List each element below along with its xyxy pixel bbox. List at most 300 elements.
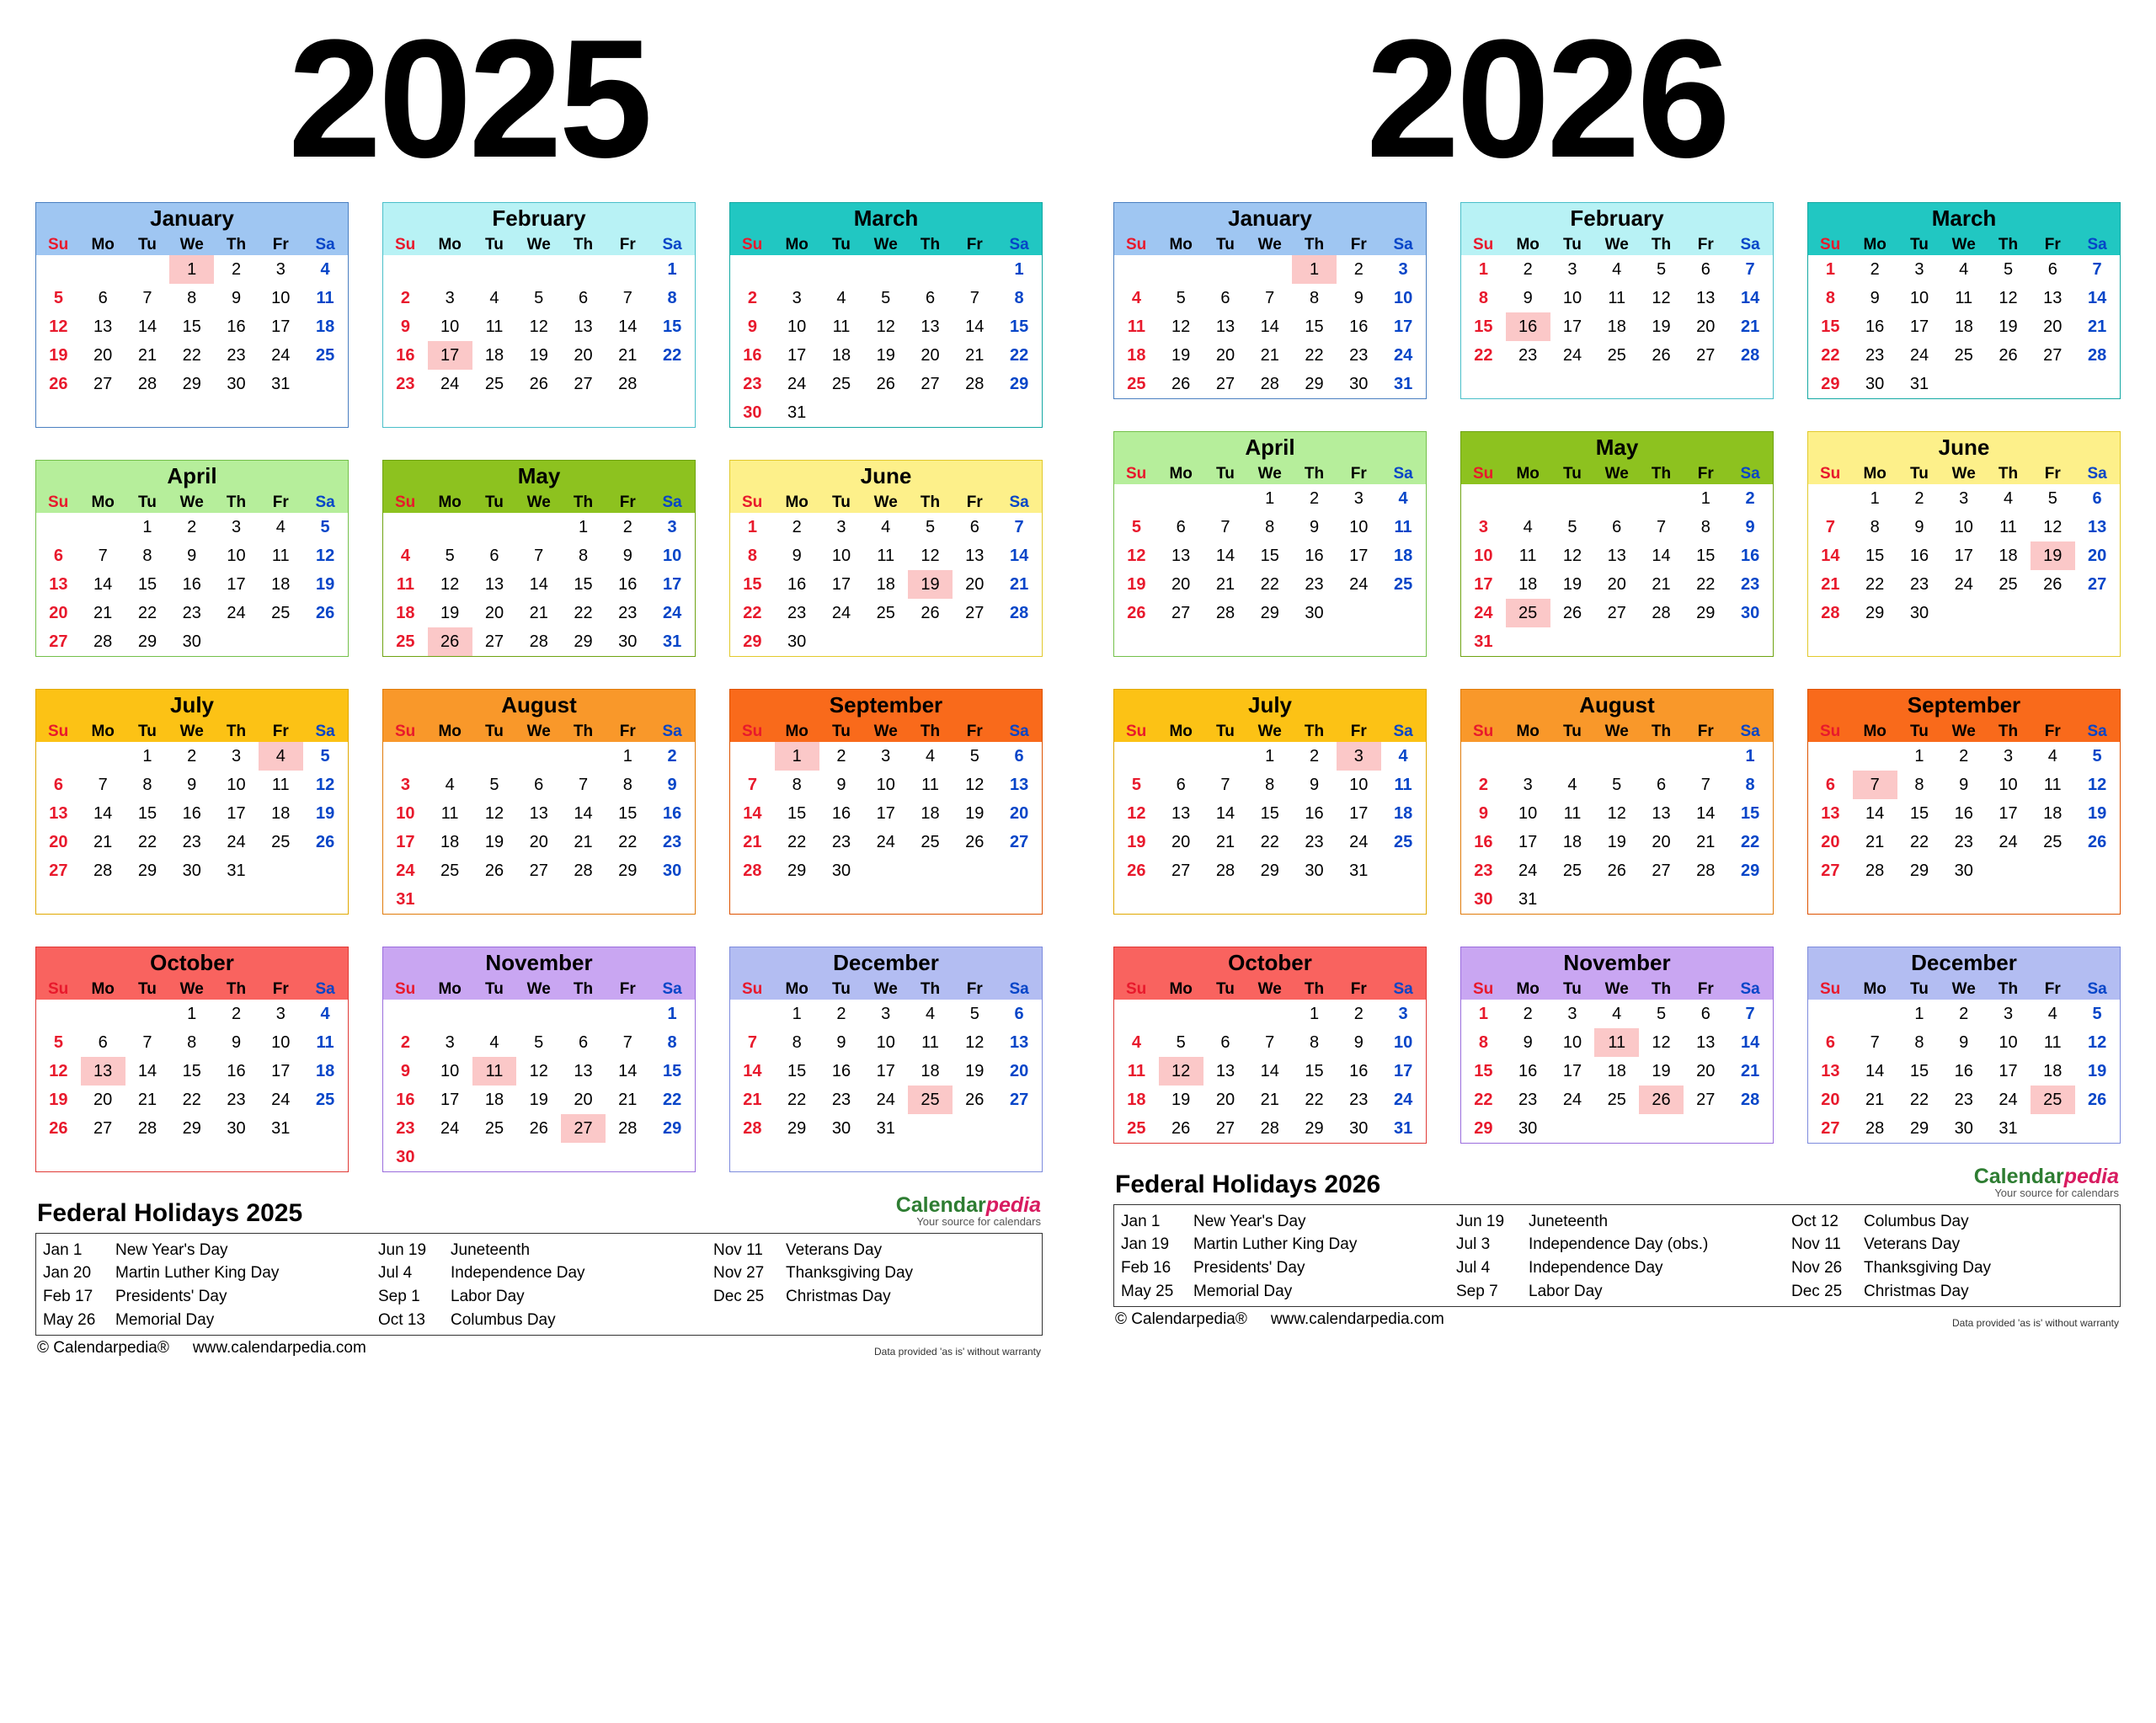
day-cell: 2 [1309, 747, 1320, 765]
empty-day-cell [383, 255, 428, 284]
day-cell: 25 [908, 1086, 953, 1114]
weekday-header-tu: Tu [1897, 979, 1942, 1000]
weekday-header-fr: Fr [1684, 463, 1728, 484]
weekday-header-th: Th [1986, 979, 2031, 1000]
day-cell: 6 [1825, 1033, 1835, 1052]
weekday-header-tu: Tu [1897, 234, 1942, 255]
day-cell: 16 [182, 575, 201, 594]
day-cell: 1 [169, 255, 214, 284]
day-cell: 6 [534, 776, 544, 794]
day-cell: 20 [49, 604, 68, 622]
week-row [383, 742, 695, 771]
month-title: May [1461, 432, 1773, 463]
weekday-header-mo: Mo [775, 234, 819, 255]
day-cell: 24 [1954, 575, 1973, 594]
holiday-row [1791, 1256, 2113, 1280]
holidays-column [713, 1239, 1035, 1331]
holiday-row [713, 1239, 1035, 1262]
weekday-header-we: We [863, 721, 908, 742]
day-cell: 11 [316, 1033, 334, 1052]
month-table [1461, 721, 1773, 914]
day-cell: 18 [1562, 833, 1582, 851]
weekday-header-sa: Sa [1728, 721, 1773, 742]
day-cell: 10 [1518, 804, 1538, 823]
day-cell: 7 [1220, 776, 1230, 794]
day-cell: 12 [1562, 547, 1582, 565]
day-cell: 30 [1865, 375, 1885, 393]
day-cell: 25 [831, 375, 851, 393]
weekday-header-tu: Tu [1550, 234, 1595, 255]
day-cell: 6 [1176, 518, 1186, 536]
day-cell: 24 [876, 833, 895, 851]
day-cell: 19 [1607, 833, 1626, 851]
empty-day-cell [1986, 856, 2031, 885]
week-row [1808, 799, 2120, 828]
week-row [383, 341, 695, 370]
day-cell: 18 [484, 1091, 504, 1109]
empty-day-cell [81, 1000, 125, 1028]
day-cell: 1 [1745, 747, 1755, 765]
empty-day-cell [997, 856, 1042, 885]
day-cell: 31 [396, 890, 415, 909]
week-row [730, 627, 1042, 656]
day-cell: 30 [1474, 890, 1493, 909]
day-cell: 8 [1309, 1033, 1320, 1052]
day-cell: 4 [881, 518, 891, 536]
day-cell: 27 [2043, 346, 2063, 365]
day-cell: 14 [137, 317, 157, 336]
day-cell: 4 [1398, 489, 1408, 508]
day-cell: 17 [1393, 317, 1413, 336]
month-jan [1113, 202, 1427, 399]
day-cell: 13 [1696, 289, 1716, 307]
holidays-column [1456, 1210, 1778, 1303]
day-cell: 2 [792, 518, 802, 536]
day-cell: 29 [1305, 375, 1324, 393]
empty-day-cell [1506, 742, 1550, 771]
day-cell: 16 [1305, 804, 1324, 823]
day-cell: 2 [187, 518, 197, 536]
day-cell: 1 [667, 260, 677, 279]
month-title: May [383, 461, 695, 492]
month-jun [729, 460, 1043, 657]
day-cell: 20 [574, 346, 593, 365]
day-cell: 4 [1612, 260, 1622, 279]
month-table [1808, 721, 2120, 885]
empty-day-cell [36, 513, 81, 541]
day-cell: 16 [831, 804, 851, 823]
empty-day-cell [81, 255, 125, 284]
day-cell: 2 [1523, 1005, 1533, 1023]
day-cell: 22 [1260, 575, 1279, 594]
week-row [383, 1000, 695, 1028]
holiday-date: Jan 1 [1121, 1212, 1161, 1230]
day-cell: 16 [1474, 833, 1493, 851]
week-row [1114, 1114, 1426, 1143]
week-row [1808, 570, 2120, 599]
day-cell: 12 [1127, 804, 1146, 823]
weekday-header-sa: Sa [303, 721, 348, 742]
weekday-header-sa: Sa [1728, 234, 1773, 255]
day-cell: 4 [1523, 518, 1533, 536]
weekday-header-su: Su [1461, 234, 1506, 255]
day-cell: 7 [1825, 518, 1835, 536]
day-cell: 19 [965, 804, 985, 823]
day-cell: 19 [1171, 1091, 1191, 1109]
day-cell: 17 [271, 317, 291, 336]
brand-tagline: Your source for calendars [916, 1215, 1041, 1229]
holidays-box [35, 1233, 1043, 1336]
weekday-header-tu: Tu [819, 234, 864, 255]
day-cell: 25 [440, 862, 460, 880]
day-cell: 12 [1652, 1033, 1671, 1052]
day-cell: 18 [2043, 1062, 2063, 1080]
day-cell: 27 [1821, 1119, 1840, 1138]
month-table [1114, 721, 1426, 885]
day-cell: 1 [1265, 489, 1275, 508]
day-cell: 9 [1959, 776, 1969, 794]
week-row [730, 513, 1042, 541]
empty-day-cell [1684, 1114, 1728, 1143]
day-cell: 16 [1954, 804, 1973, 823]
week-row [383, 856, 695, 885]
day-cell: 29 [574, 632, 593, 651]
day-cell: 14 [1696, 804, 1716, 823]
day-cell: 21 [1821, 575, 1840, 594]
week-row [1808, 1000, 2120, 1028]
day-cell: 15 [743, 575, 762, 594]
weekday-header-th: Th [1639, 234, 1684, 255]
day-cell: 25 [484, 1119, 504, 1138]
day-cell: 23 [831, 833, 851, 851]
day-cell: 28 [1865, 1119, 1885, 1138]
weekday-header-su: Su [1808, 463, 1853, 484]
day-cell: 12 [2087, 776, 2107, 794]
day-cell: 28 [1215, 862, 1235, 880]
day-cell: 31 [787, 403, 807, 422]
weekday-header-fr: Fr [259, 234, 303, 255]
day-cell: 26 [1999, 346, 2018, 365]
weekday-header-th: Th [908, 234, 953, 255]
weekday-header-we: We [863, 234, 908, 255]
day-cell: 19 [49, 346, 68, 365]
website-link[interactable]: www.calendarpedia.com [192, 1339, 366, 1358]
day-cell: 20 [965, 575, 985, 594]
weekday-header-th: Th [1986, 721, 2031, 742]
weekday-header-fr: Fr [1684, 234, 1728, 255]
day-cell: 27 [1171, 862, 1191, 880]
day-cell: 17 [831, 575, 851, 594]
empty-day-cell [1247, 255, 1292, 284]
day-cell: 12 [1171, 317, 1191, 336]
day-cell: 12 [2043, 518, 2063, 536]
day-cell: 3 [1478, 518, 1488, 536]
week-row [36, 541, 348, 570]
day-cell: 4 [275, 518, 286, 536]
day-cell: 5 [925, 518, 936, 536]
day-cell: 5 [53, 1033, 63, 1052]
day-cell: 4 [320, 1005, 330, 1023]
day-cell: 25 [271, 604, 291, 622]
day-cell: 10 [227, 547, 246, 565]
month-table [730, 721, 1042, 885]
day-cell: 7 [1656, 518, 1667, 536]
weekday-header-sa: Sa [303, 234, 348, 255]
holiday-name: Labor Day [451, 1287, 525, 1305]
day-cell: 13 [2087, 518, 2107, 536]
day-cell: 12 [315, 547, 335, 565]
day-cell: 3 [1353, 489, 1364, 508]
day-cell: 24 [1999, 1091, 2018, 1109]
day-cell: 30 [182, 862, 201, 880]
empty-day-cell [730, 1000, 775, 1028]
day-cell: 11 [1127, 1062, 1145, 1080]
day-cell: 25 [1393, 575, 1413, 594]
holiday-date: Oct 13 [378, 1310, 425, 1329]
day-cell: 22 [662, 1091, 682, 1109]
day-cell: 4 [489, 289, 499, 307]
holiday-name: Columbus Day [451, 1310, 556, 1329]
day-cell: 29 [618, 862, 638, 880]
day-cell: 18 [1393, 547, 1413, 565]
week-row [730, 570, 1042, 599]
day-cell: 22 [618, 833, 638, 851]
week-row [1114, 513, 1426, 541]
day-cell: 10 [1999, 1033, 2018, 1052]
weekday-header-tu: Tu [472, 979, 517, 1000]
week-row [1114, 1028, 1426, 1057]
day-cell: 4 [925, 747, 936, 765]
week-row [1461, 1086, 1773, 1114]
empty-day-cell [1506, 627, 1550, 656]
day-cell: 14 [1652, 547, 1671, 565]
day-cell: 10 [1474, 547, 1493, 565]
day-cell: 4 [2047, 747, 2057, 765]
day-cell: 4 [400, 547, 410, 565]
day-cell: 11 [271, 547, 290, 565]
empty-day-cell [214, 627, 259, 656]
week-row [1808, 513, 2120, 541]
day-cell: 3 [1567, 260, 1577, 279]
weekday-header-tu: Tu [472, 492, 517, 513]
weekday-header-su: Su [383, 721, 428, 742]
month-title: December [730, 947, 1042, 979]
day-cell: 2 [187, 747, 197, 765]
day-cell: 11 [832, 317, 851, 336]
holiday-date: Nov 26 [1791, 1258, 1843, 1277]
weekday-header-we: We [1941, 234, 1986, 255]
day-cell: 10 [227, 776, 246, 794]
day-cell: 24 [1562, 1091, 1582, 1109]
holiday-date: Jan 19 [1121, 1235, 1170, 1254]
day-cell: 5 [534, 289, 544, 307]
day-cell: 16 [1506, 312, 1550, 341]
week-row [1808, 1086, 2120, 1114]
month-table [1808, 979, 2120, 1143]
day-cell: 20 [1171, 833, 1191, 851]
day-cell: 21 [965, 346, 985, 365]
day-cell: 27 [2087, 575, 2107, 594]
day-cell: 29 [1909, 1119, 1929, 1138]
day-cell: 6 [1656, 776, 1667, 794]
week-row [36, 799, 348, 828]
day-cell: 22 [1474, 346, 1493, 365]
month-table [730, 492, 1042, 656]
weekday-header-sa: Sa [303, 492, 348, 513]
day-cell: 24 [396, 862, 415, 880]
month-title: September [730, 690, 1042, 721]
day-cell: 30 [831, 862, 851, 880]
month-title: December [1808, 947, 2120, 979]
day-cell: 26 [529, 375, 548, 393]
day-cell: 20 [2043, 317, 2063, 336]
week-row [1114, 484, 1426, 513]
holiday-name: New Year's Day [115, 1240, 228, 1259]
holiday-date: May 26 [43, 1310, 96, 1329]
day-cell: 13 [1652, 804, 1671, 823]
day-cell: 9 [792, 547, 802, 565]
day-cell: 25 [2031, 1086, 2075, 1114]
month-table [1808, 463, 2120, 627]
day-cell: 22 [182, 346, 201, 365]
day-cell: 15 [1821, 317, 1840, 336]
month-jul [1113, 689, 1427, 915]
week-row [1114, 1086, 1426, 1114]
weekday-header-mo: Mo [428, 979, 472, 1000]
weekday-header-mo: Mo [1853, 234, 1897, 255]
day-cell: 2 [622, 518, 632, 536]
empty-day-cell [606, 1000, 650, 1028]
empty-day-cell [1684, 885, 1728, 914]
day-cell: 8 [187, 1033, 197, 1052]
holiday-date: Jun 19 [1456, 1212, 1505, 1230]
week-row [1461, 570, 1773, 599]
empty-day-cell [428, 1000, 472, 1028]
day-cell: 12 [921, 547, 940, 565]
empty-day-cell [1337, 599, 1381, 627]
day-cell: 9 [187, 547, 197, 565]
day-cell: 23 [1954, 1091, 1973, 1109]
day-cell: 8 [622, 776, 632, 794]
empty-day-cell [606, 255, 650, 284]
empty-day-cell [997, 398, 1042, 427]
day-cell: 20 [1009, 1062, 1029, 1080]
week-row [1461, 341, 1773, 370]
day-cell: 15 [182, 317, 201, 336]
empty-day-cell [908, 255, 953, 284]
week-row [730, 398, 1042, 427]
day-cell: 17 [1474, 575, 1493, 594]
day-cell: 2 [1478, 776, 1488, 794]
day-cell: 28 [529, 632, 548, 651]
day-cell: 23 [396, 375, 415, 393]
empty-day-cell [2031, 856, 2075, 885]
day-cell: 15 [1474, 317, 1493, 336]
month-title: February [1461, 203, 1773, 234]
week-row [383, 570, 695, 599]
day-cell: 8 [792, 1033, 802, 1052]
website-link[interactable]: www.calendarpedia.com [1270, 1310, 1444, 1329]
week-row [36, 828, 348, 856]
weekday-header-mo: Mo [1159, 234, 1203, 255]
empty-day-cell [863, 255, 908, 284]
day-cell: 7 [1220, 518, 1230, 536]
week-row [1808, 370, 2120, 398]
day-cell: 24 [440, 1119, 460, 1138]
day-cell: 30 [662, 862, 682, 880]
day-cell: 20 [1821, 833, 1840, 851]
day-cell: 30 [1305, 604, 1324, 622]
day-cell: 28 [618, 375, 638, 393]
day-cell: 11 [2043, 776, 2062, 794]
holiday-date: Dec 25 [1791, 1282, 1843, 1300]
day-cell: 26 [2043, 575, 2063, 594]
day-cell: 20 [93, 1091, 113, 1109]
day-cell: 19 [315, 804, 335, 823]
day-cell: 3 [231, 747, 242, 765]
holiday-name: Memorial Day [1193, 1282, 1293, 1300]
day-cell: 3 [836, 518, 846, 536]
weekday-header-we: We [1594, 463, 1639, 484]
day-cell: 19 [876, 346, 895, 365]
empty-day-cell [1728, 1114, 1773, 1143]
day-cell: 13 [81, 1057, 125, 1086]
week-row [36, 742, 348, 771]
month-table [1461, 234, 1773, 370]
week-row [1461, 885, 1773, 914]
weekday-header-fr: Fr [2031, 234, 2075, 255]
day-cell: 26 [49, 375, 68, 393]
weekday-header-th: Th [214, 979, 259, 1000]
day-cell: 14 [1260, 317, 1279, 336]
holiday-date: Feb 17 [43, 1287, 93, 1305]
day-cell: 27 [529, 862, 548, 880]
copyright-text: © Calendarpedia® [37, 1339, 169, 1358]
week-row [1808, 599, 2120, 627]
day-cell: 2 [1353, 1005, 1364, 1023]
week-row [1114, 541, 1426, 570]
day-cell: 13 [1821, 1062, 1840, 1080]
empty-day-cell [472, 885, 517, 914]
calendarpedia-logo [1974, 1166, 2119, 1199]
day-cell: 29 [137, 632, 157, 651]
weekday-header-mo: Mo [81, 492, 125, 513]
day-cell: 25 [1607, 346, 1626, 365]
weekday-header-sa: Sa [2075, 463, 2120, 484]
month-jul [35, 689, 349, 915]
day-cell: 17 [1562, 317, 1582, 336]
day-cell: 31 [1349, 862, 1369, 880]
weekday-header-we: We [169, 492, 214, 513]
day-cell: 26 [1639, 1086, 1684, 1114]
empty-day-cell [1159, 1000, 1203, 1028]
day-cell: 31 [271, 375, 291, 393]
empty-day-cell [606, 885, 650, 914]
day-cell: 5 [1567, 518, 1577, 536]
day-cell: 23 [1305, 833, 1324, 851]
day-cell: 9 [1309, 518, 1320, 536]
day-cell: 23 [182, 604, 201, 622]
empty-day-cell [1506, 484, 1550, 513]
weekday-header-tu: Tu [472, 721, 517, 742]
day-cell: 6 [1220, 1033, 1230, 1052]
day-cell: 24 [1474, 604, 1493, 622]
empty-day-cell [1114, 742, 1159, 771]
holiday-date: Jul 4 [378, 1264, 413, 1283]
holiday-date: Nov 11 [713, 1240, 763, 1259]
day-cell: 10 [876, 1033, 895, 1052]
weekday-header-su: Su [1461, 979, 1506, 1000]
